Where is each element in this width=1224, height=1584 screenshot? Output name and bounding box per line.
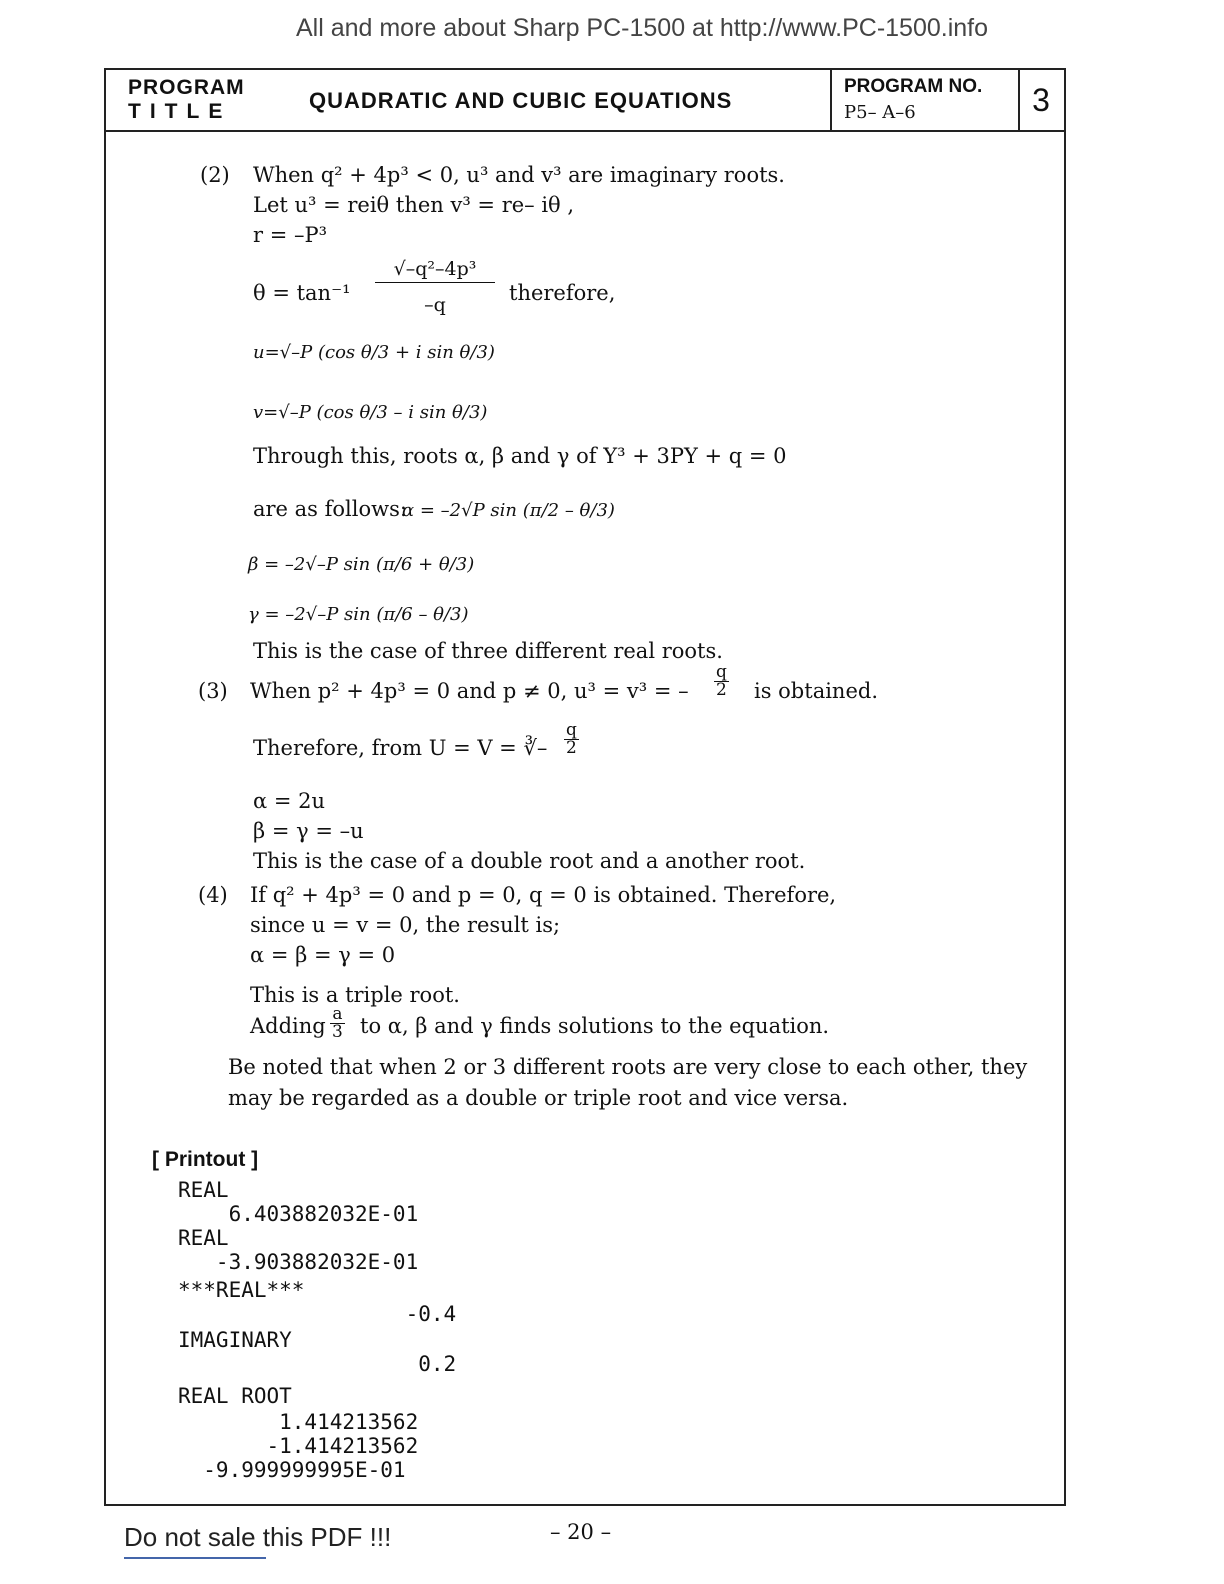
item-2-r: r = –P³: [253, 223, 328, 247]
theta-lhs: θ = tan⁻¹: [253, 281, 351, 305]
triple-root-text: This is a triple root.: [250, 983, 460, 1007]
through-text: Through this, roots α, β and γ of Y³ + 3PY + q = 0: [253, 444, 787, 468]
label-line1: PROGRAM: [128, 76, 245, 99]
three-real-roots-text: This is the case of three different real roots.: [253, 639, 723, 663]
item-2-number: (2): [200, 163, 230, 187]
beta-gamma: β = γ = –u: [253, 819, 364, 843]
adding-fraction: [328, 1006, 347, 1041]
theta-tail: therefore,: [509, 281, 616, 305]
page-box: 3: [1032, 82, 1050, 118]
item-4-number: (4): [198, 883, 228, 907]
sheet-header: [106, 70, 1064, 132]
item-4-text: If q² + 4p³ = 0 and p = 0, q = 0 is obtained. Therefore,: [250, 883, 837, 907]
printout-line: REAL: [178, 1178, 229, 1202]
therefore-fraction: [562, 722, 581, 757]
adding-frac-num: a: [330, 1006, 345, 1024]
follows-text: are as follows:: [253, 497, 407, 521]
printout-line: ***REAL***: [178, 1278, 305, 1302]
tf-frac-den: 2: [566, 738, 577, 758]
item-2-text: When q² + 4p³ < 0, u³ and v³ are imaginary roots.: [253, 163, 785, 187]
tf-frac-num: q: [566, 720, 577, 740]
gamma-equation: γ = –2√–P sin (π/6 – θ/3): [248, 604, 469, 625]
item-3-number: (3): [198, 679, 228, 703]
noted-line-2: may be regarded as a double or triple root and vice versa.: [228, 1086, 849, 1110]
program-number-label: PROGRAM NO.: [844, 76, 983, 97]
printout-line: -9.999999995E-01: [178, 1458, 406, 1482]
program-number: P5– A–6: [844, 102, 916, 123]
item-4-result: α = β = γ = 0: [250, 943, 396, 967]
program-number-box: [830, 70, 1020, 130]
printout-line: -1.414213562: [178, 1434, 419, 1458]
double-root-text: This is the case of a double root and a another root.: [253, 849, 806, 873]
program-title-label: [128, 76, 245, 124]
item-3-frac-num: q: [716, 662, 727, 682]
printout-line: -0.4: [178, 1302, 457, 1326]
footer-note: Do not sale this PDF !!!: [124, 1522, 392, 1552]
printout-line: 6.403882032E-01: [178, 1202, 419, 1226]
printout-line: REAL: [178, 1226, 229, 1250]
theta-denominator: –q: [424, 294, 446, 316]
beta-equation: β = –2√–P sin (π/6 + θ/3): [248, 554, 475, 575]
program-title: QUADRATIC AND CUBIC EQUATIONS: [309, 88, 733, 113]
printout-title: [ Printout ]: [152, 1148, 259, 1171]
alpha-2u: α = 2u: [253, 789, 326, 813]
page-number: – 20 –: [550, 1520, 612, 1544]
alpha-equation: α = –2√P sin (π/2 – θ/3): [402, 500, 615, 521]
theta-numerator: √–q²–4p³: [375, 256, 495, 283]
printout-line: REAL ROOT: [178, 1384, 292, 1408]
adding-post: to α, β and γ finds solutions to the equation.: [360, 1014, 830, 1038]
adding-pre: Adding: [250, 1014, 326, 1038]
item-4-since: since u = v = 0, the result is;: [250, 913, 561, 937]
u-equation: u=√–P (cos θ/3 + i sin θ/3): [253, 342, 495, 363]
therefore-from: Therefore, from U = V = ∛–: [253, 736, 548, 760]
noted-line-1: Be noted that when 2 or 3 different roots are very close to each other, they: [228, 1055, 1028, 1079]
v-equation: v=√–P (cos θ/3 – i sin θ/3): [253, 402, 488, 423]
item-3-tail: is obtained.: [754, 679, 879, 703]
label-line2: TITLE: [128, 100, 232, 123]
printout-line: 0.2: [178, 1352, 457, 1376]
printout-line: IMAGINARY: [178, 1328, 292, 1352]
top-note: All and more about Sharp PC-1500 at http://www.PC-1500.info: [295, 14, 989, 42]
printout-line: 1.414213562: [178, 1410, 419, 1434]
item-2-let: Let u³ = reiθ then v³ = re– iθ ,: [253, 193, 575, 217]
item-3-text: When p² + 4p³ = 0 and p ≠ 0, u³ = v³ = –: [250, 679, 689, 703]
adding-frac-den: 3: [332, 1022, 343, 1042]
item-3-fraction: [712, 664, 731, 699]
printout-line: -3.903882032E-01: [178, 1250, 419, 1274]
item-3-frac-den: 2: [716, 680, 727, 700]
